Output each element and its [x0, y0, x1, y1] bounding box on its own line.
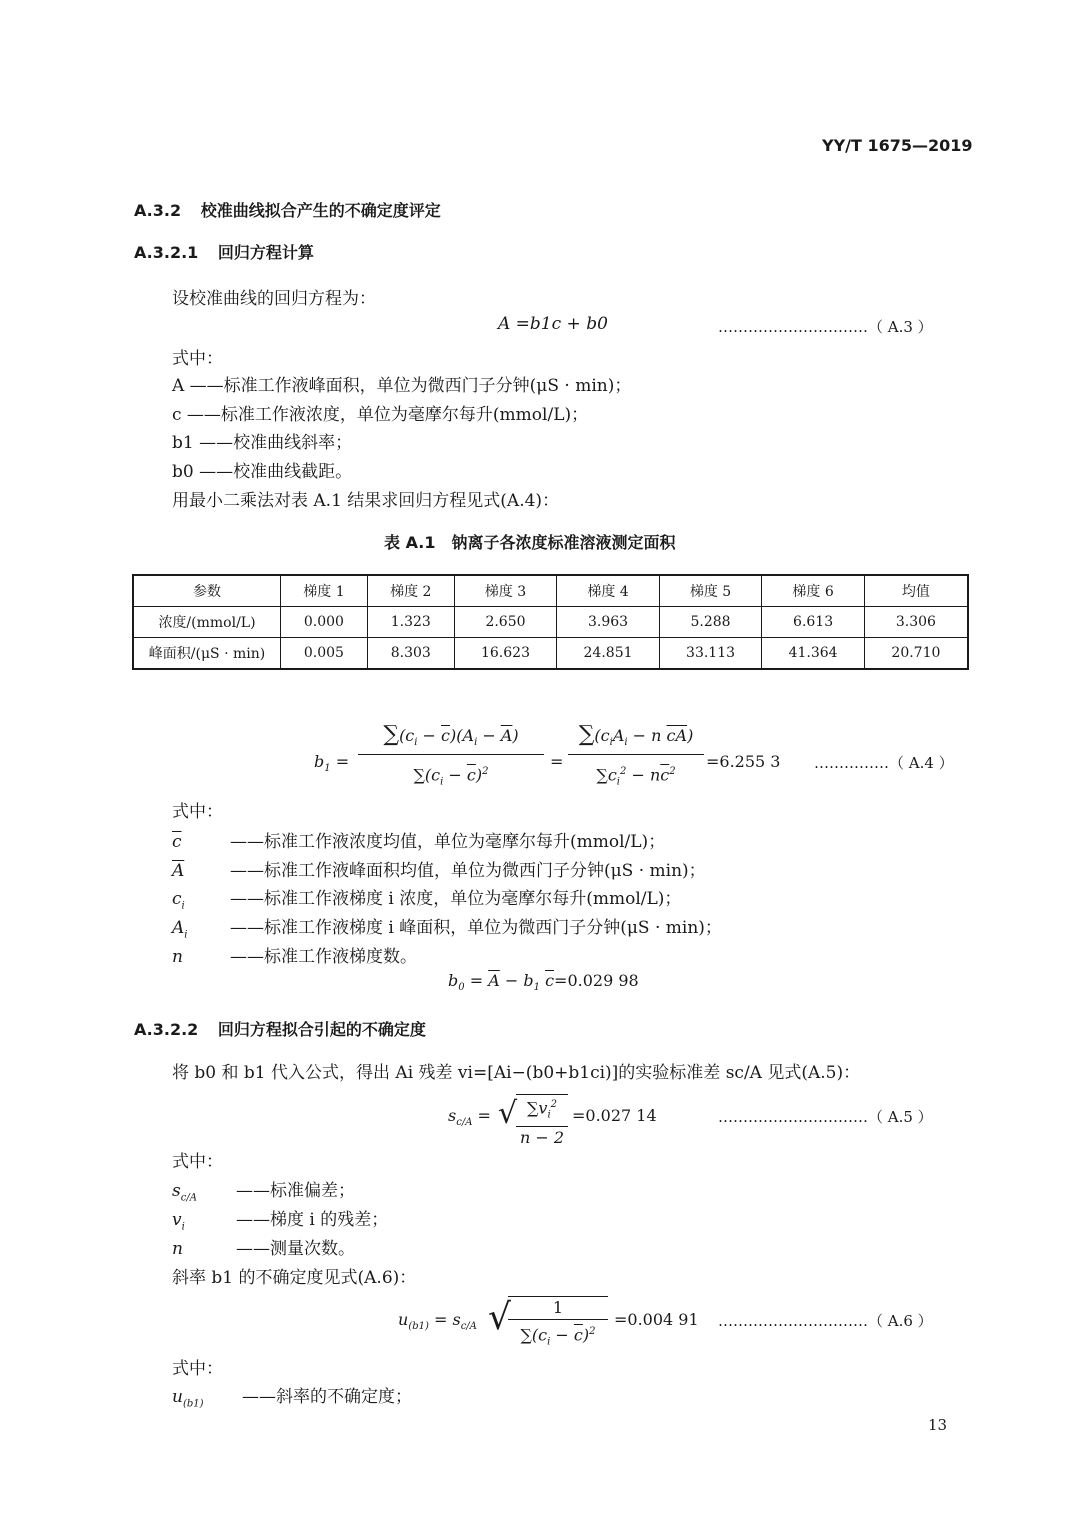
where-label: 式中：: [172, 1152, 223, 1172]
table-cell: 1.323: [367, 607, 454, 638]
standard-code: YY/T 1675—2019: [822, 136, 973, 155]
substitution-text: 将 b0 和 b1 代入公式，得出 Ai 残差 vi=[Ai−(b0+b1ci)]的实验标准差 sc/A 见式(A.5)：: [172, 1063, 861, 1083]
table-header-cell: 梯度 6: [762, 575, 865, 607]
eq-a4-fraction-1: $\sum(c_i - \overline{c})(A_i - \overline{A})$ $\sum(c_i - \overline{c})^2$: [358, 716, 544, 789]
table-caption: 表 A.1 钠离子各浓度标准溶液测定面积: [384, 533, 676, 552]
definition-Abar: $\overline{A}$ ——标准工作液峰面积均值，单位为微西门子分钟(μS · min)；: [172, 861, 706, 881]
definition-b0: b0 ——校准曲线截距。: [172, 462, 353, 482]
table-cell: 2.650: [454, 607, 557, 638]
symbol-n: n: [172, 1239, 183, 1259]
table-header-cell: 均值: [864, 575, 968, 607]
equation-a3: A =b1c + b0: [498, 314, 608, 334]
table-row: [133, 638, 968, 670]
eq-b1-symbol: $b_1$ =: [314, 752, 350, 775]
definition-b1: b1 ——校准曲线斜率；: [172, 433, 353, 453]
equation-a4-label: ……………（ A.4 ）: [814, 754, 954, 772]
definition-cbar: $\overline{c}$ ——标准工作液浓度均值，单位为毫摩尔每升(mmol/L)；: [172, 832, 666, 852]
section-title: 回归方程计算: [217, 243, 314, 262]
section-title: 回归方程拟合引起的不确定度: [217, 1020, 426, 1039]
definition-c: c ——标准工作液浓度，单位为毫摩尔每升(mmol/L)；: [172, 405, 589, 425]
definition-u: $u_{(b1)}$ ——斜率的不确定度；: [172, 1387, 412, 1410]
table-cell: 浓度/(mmol/L): [133, 607, 281, 638]
table-cell: 8.303: [367, 638, 454, 670]
intro-text: 设校准曲线的回归方程为：: [172, 289, 376, 309]
eq-a4-result: =6.255 3: [706, 752, 781, 771]
symbol-n: n: [172, 947, 183, 967]
table-cell: 20.710: [864, 638, 968, 670]
table-cell: 5.288: [659, 607, 762, 638]
table-cell: 16.623: [454, 638, 557, 670]
symbol-u: $u_{(b1)}$: [172, 1387, 204, 1410]
section-title: 校准曲线拟合产生的不确定度评定: [200, 201, 441, 220]
table-cell: 3.963: [557, 607, 660, 638]
page-number: 13: [928, 1416, 948, 1434]
definition-A: A ——标准工作液峰面积，单位为微西门子分钟(μS · min)；: [172, 376, 632, 396]
table-cell: 3.306: [864, 607, 968, 638]
where-label: 式中：: [172, 802, 223, 822]
table-cell: 0.005: [281, 638, 368, 670]
symbol-ci: $c_i$: [172, 889, 185, 912]
definition-vi: $v_i$ ——梯度 i 的残差；: [172, 1210, 389, 1233]
table-cell: 6.613: [762, 607, 865, 638]
where-label: 式中：: [172, 349, 223, 369]
definition-Ai: $A_i$ ——标准工作液梯度 i 峰面积，单位为微西门子分钟(μS · min)；: [172, 918, 722, 941]
eq-a5-result: =0.027 14: [572, 1106, 657, 1125]
table-cell: 0.000: [281, 607, 368, 638]
least-squares-text: 用最小二乘法对表 A.1 结果求回归方程见式(A.4)：: [172, 491, 560, 511]
table-header-cell: 参数: [133, 575, 281, 607]
table-header-cell: 梯度 3: [454, 575, 557, 607]
section-a-3-2: [134, 198, 441, 221]
table-cell: 24.851: [557, 638, 660, 670]
table-header-cell: 梯度 2: [367, 575, 454, 607]
eq-b0-result: =0.029 98: [554, 971, 639, 990]
symbol-cbar: $\overline{c}$: [172, 832, 182, 852]
section-number: A.3.2: [134, 201, 182, 220]
definition-n2: n ——测量次数。: [172, 1239, 355, 1259]
where-label: 式中：: [172, 1359, 223, 1379]
equation-a6-label: …………………………（ A.6 ）: [718, 1312, 933, 1330]
eq-a6-result: =0.004 91: [614, 1310, 699, 1329]
symbol-Abar: $\overline{A}$: [172, 861, 185, 881]
table-header-row: [133, 575, 968, 607]
slope-uncertainty-text: 斜率 b1 的不确定度见式(A.6)：: [172, 1268, 417, 1288]
equation-a5-label: …………………………（ A.5 ）: [718, 1108, 933, 1126]
eq-a4-fraction-2: $\sum(c_iA_i - n$ $\overline{cA}$) $\sum c_i^2 - n\overline{c}^2$: [568, 716, 704, 789]
table-header-cell: 梯度 4: [557, 575, 660, 607]
section-number: A.3.2.1: [134, 243, 199, 262]
definition-s: $s_{c/A}$ ——标准偏差；: [172, 1181, 355, 1204]
table-header-cell: 梯度 5: [659, 575, 762, 607]
equation-b0: $b_0 = \overline{A} - b_1$ $\overline{c}=0.029$ 98: [448, 971, 639, 994]
symbol-vi: $v_i$: [172, 1210, 185, 1233]
table-header-cell: 梯度 1: [281, 575, 368, 607]
section-a-3-2-2: [134, 1017, 426, 1040]
table-row: [133, 607, 968, 638]
equation-a3-label: …………………………（ A.3 ）: [718, 318, 933, 336]
symbol-Ai: $A_i$: [172, 918, 188, 941]
definition-n: n ——标准工作液梯度数。: [172, 947, 417, 967]
section-number: A.3.2.2: [134, 1020, 199, 1039]
definition-ci: $c_i$ ——标准工作液梯度 i 浓度，单位为毫摩尔每升(mmol/L)；: [172, 889, 682, 912]
data-table: [132, 574, 969, 670]
table-cell: 33.113: [659, 638, 762, 670]
section-a-3-2-1: [134, 240, 314, 263]
table-cell: 峰面积/(μS · min): [133, 638, 281, 670]
symbol-s: $s_{c/A}$: [172, 1181, 197, 1204]
table-cell: 41.364: [762, 638, 865, 670]
